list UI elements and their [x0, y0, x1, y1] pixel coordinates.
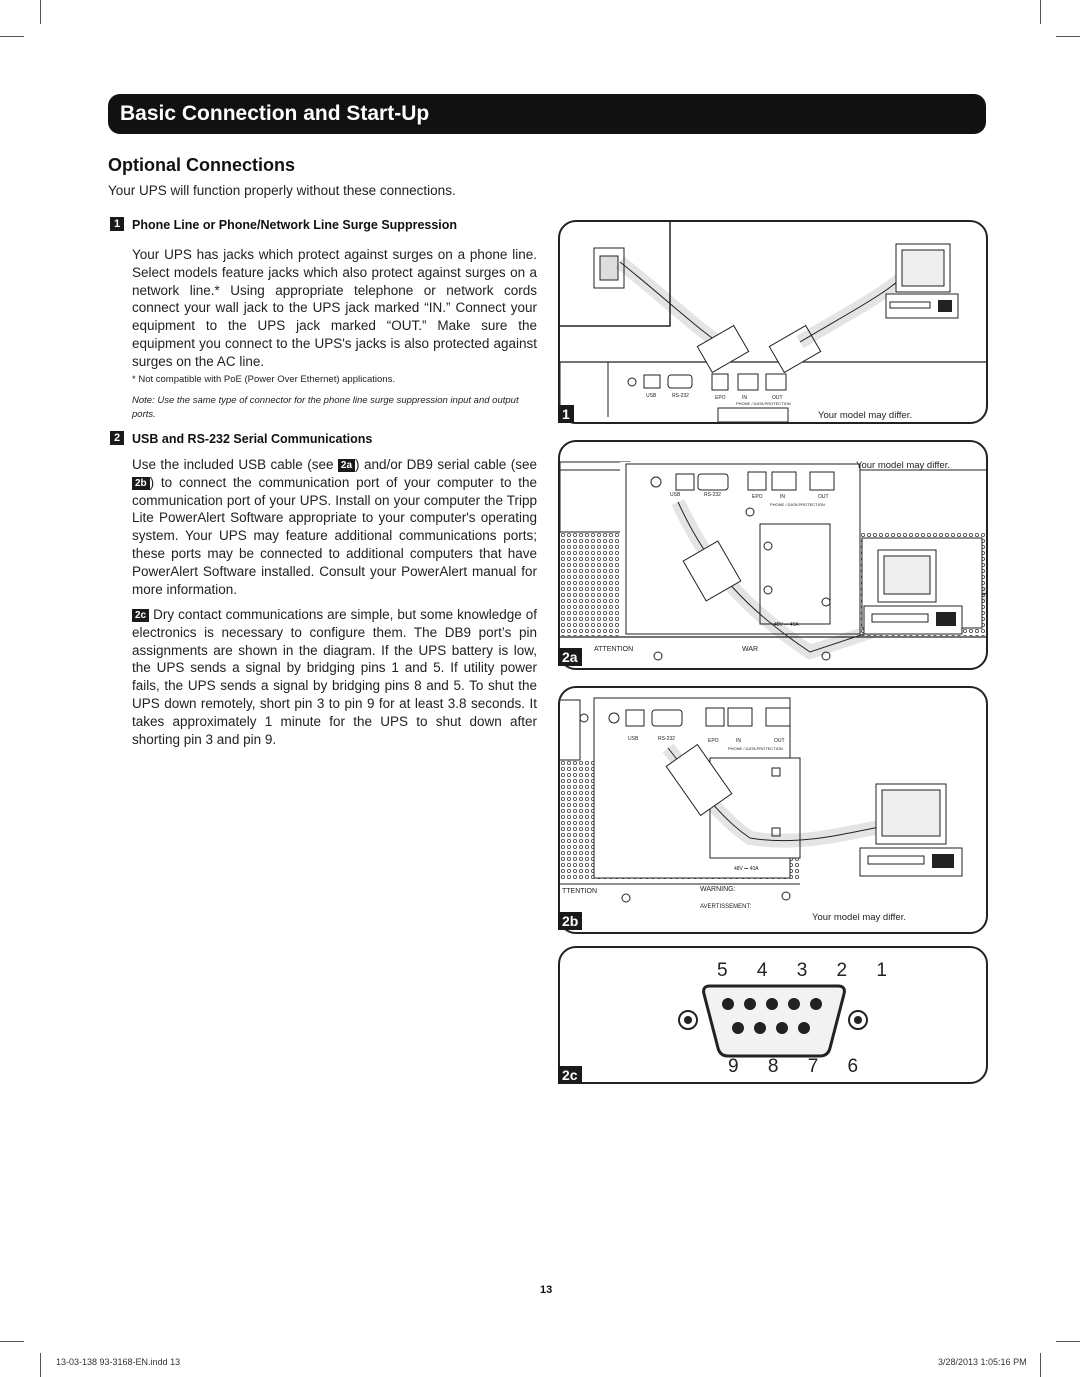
crop-mark	[1056, 1341, 1080, 1342]
figure-2a-epo-label: EPO	[752, 494, 763, 500]
figure-2c	[558, 946, 988, 1084]
figure-2b-volt-label: 48V ⎓ 40A	[734, 866, 759, 872]
figure-1-epo-label: EPO	[715, 395, 726, 401]
crop-mark	[1040, 0, 1041, 24]
item-1-badge: 1	[110, 217, 124, 231]
ref-2b-badge: 2b	[132, 477, 150, 490]
figure-2a-in-label: IN	[780, 494, 785, 500]
figure-1-usb-label: USB	[646, 393, 657, 399]
figure-2c-tag: 2c	[558, 1066, 582, 1084]
crop-mark	[40, 1353, 41, 1377]
figure-1-in-label: IN	[742, 395, 747, 401]
figure-2a-rs232-label: RS-232	[704, 492, 721, 498]
figure-2a	[558, 440, 988, 670]
db9-top-pin-numbers: 5 4 3 2 1	[717, 960, 899, 981]
figure-2a-attention-label: ATTENTION	[594, 646, 634, 653]
figure-1	[558, 220, 988, 424]
item-2-badge: 2	[110, 431, 124, 445]
figure-2b-epo-label: EPO	[708, 738, 719, 744]
figure-2a-warning-label: WAR	[742, 646, 759, 653]
figure-2b-attention-label: TTENTION	[562, 888, 597, 895]
item-2-dry-contact: 2c Dry contact communications are simple, but some knowledge of electronics is necessary to configure them. The DB9 port’s pin assignments are shown in the diagram. If the UPS battery is low, the UPS sends a signal by bridging pins 1 and 5. If utility power fails, the UPS sends a signal by bridging pins 8 and 5. To shut the UPS down remotely, short pin 3 to pin 9 for at least 3.8 seconds. It takes approximately 1 minute for the UPS to shut down after shorting pin 3 and pin 9.	[132, 607, 537, 747]
figure-1-tag: 1	[558, 405, 574, 423]
ref-2c-badge: 2c	[132, 609, 149, 622]
figure-1-illustration	[560, 222, 986, 422]
ref-2a-badge: 2a	[338, 459, 355, 472]
figure-1-protect-label: PHONE / DATA PROTECTION	[736, 401, 791, 406]
figure-1-out-label: OUT	[772, 395, 783, 401]
figure-2b-avert-label: AVERTISSEMENT:	[700, 904, 752, 910]
figure-2b-out-label: OUT	[774, 738, 785, 744]
figure-2b-model-note: Your model may differ.	[812, 912, 906, 923]
figure-2b-illustration	[560, 688, 986, 932]
figure-2b-tag: 2b	[558, 912, 582, 930]
page-number: 13	[540, 1284, 553, 1296]
crop-mark	[1040, 1353, 1041, 1377]
item-2-body: Use the included USB cable (see 2a ) and/or DB9 serial cable (see 2b ) to connect the communication port of your computer to the communication port of your UPS. Install on your computer the Tripp Lite PowerAlert Software appropriate to your computer's operating system. Your UPS may feature additional communications ports; these ports may be connected to additional computers that have PowerAlert Software installed. Consult your PowerAlert manual for more information.	[132, 457, 537, 597]
figure-2a-protect-label: PHONE / DATA PROTECTION	[770, 502, 825, 507]
figure-2a-tag: 2a	[558, 648, 582, 666]
crop-mark	[0, 1341, 24, 1342]
db9-bottom-pin-numbers: 9 8 7 6	[728, 1056, 871, 1077]
figure-2b-rs232-label: RS-232	[658, 736, 675, 742]
figure-2b-in-label: IN	[736, 738, 741, 744]
figure-2a-model-note: Your model may differ.	[856, 460, 950, 471]
item-1-heading: Phone Line or Phone/Network Line Surge Suppression	[132, 218, 458, 232]
figure-2a-volt-label: 48V ⎓ 40A	[774, 622, 799, 628]
item-1-footnote: * Not compatible with PoE (Power Over Ethernet) applications.	[132, 374, 395, 385]
figure-2b-protect-label: PHONE / DATA PROTECTION	[728, 746, 783, 751]
footer-date: 3/28/2013 1:05:16 PM	[938, 1357, 1027, 1367]
item-2-heading: USB and RS-232 Serial Communications	[132, 432, 373, 446]
figure-2a-usb-label: USB	[670, 492, 681, 498]
figure-2b-usb-label: USB	[628, 736, 639, 742]
footer-file: 13-03-138 93-3168-EN.indd 13	[56, 1357, 181, 1367]
figure-1-model-note: Your model may differ.	[818, 410, 912, 421]
item-1-body: Your UPS has jacks which protect against surges on a phone line. Select models feature jacks which also protect against surges on a network line.* Using appropriate telephone or network cords connect your wall jack to the UPS jack marked “IN.” Connect your equipment to the UPS jack marked “OUT.” Make sure the equipment you connect to the UPS's jacks is also protected against surges on the AC line.	[132, 247, 537, 369]
item-1-note: Note: Use the same type of connector for the phone line surge suppression input and output ports.	[132, 395, 519, 420]
figure-2a-out-label: OUT	[818, 494, 829, 500]
figure-2b	[558, 686, 988, 934]
figure-1-rs232-label: RS-232	[672, 393, 689, 399]
page-title: Basic Connection and Start-Up	[120, 102, 430, 125]
crop-mark	[1056, 36, 1080, 37]
figure-2b-warning-label: WARNING:	[700, 886, 736, 893]
intro-text: Your UPS will function properly without these connections.	[108, 183, 456, 198]
figure-2a-illustration	[560, 442, 986, 668]
section-title: Optional Connections	[108, 155, 295, 175]
crop-mark	[0, 36, 24, 37]
crop-mark	[40, 0, 41, 24]
